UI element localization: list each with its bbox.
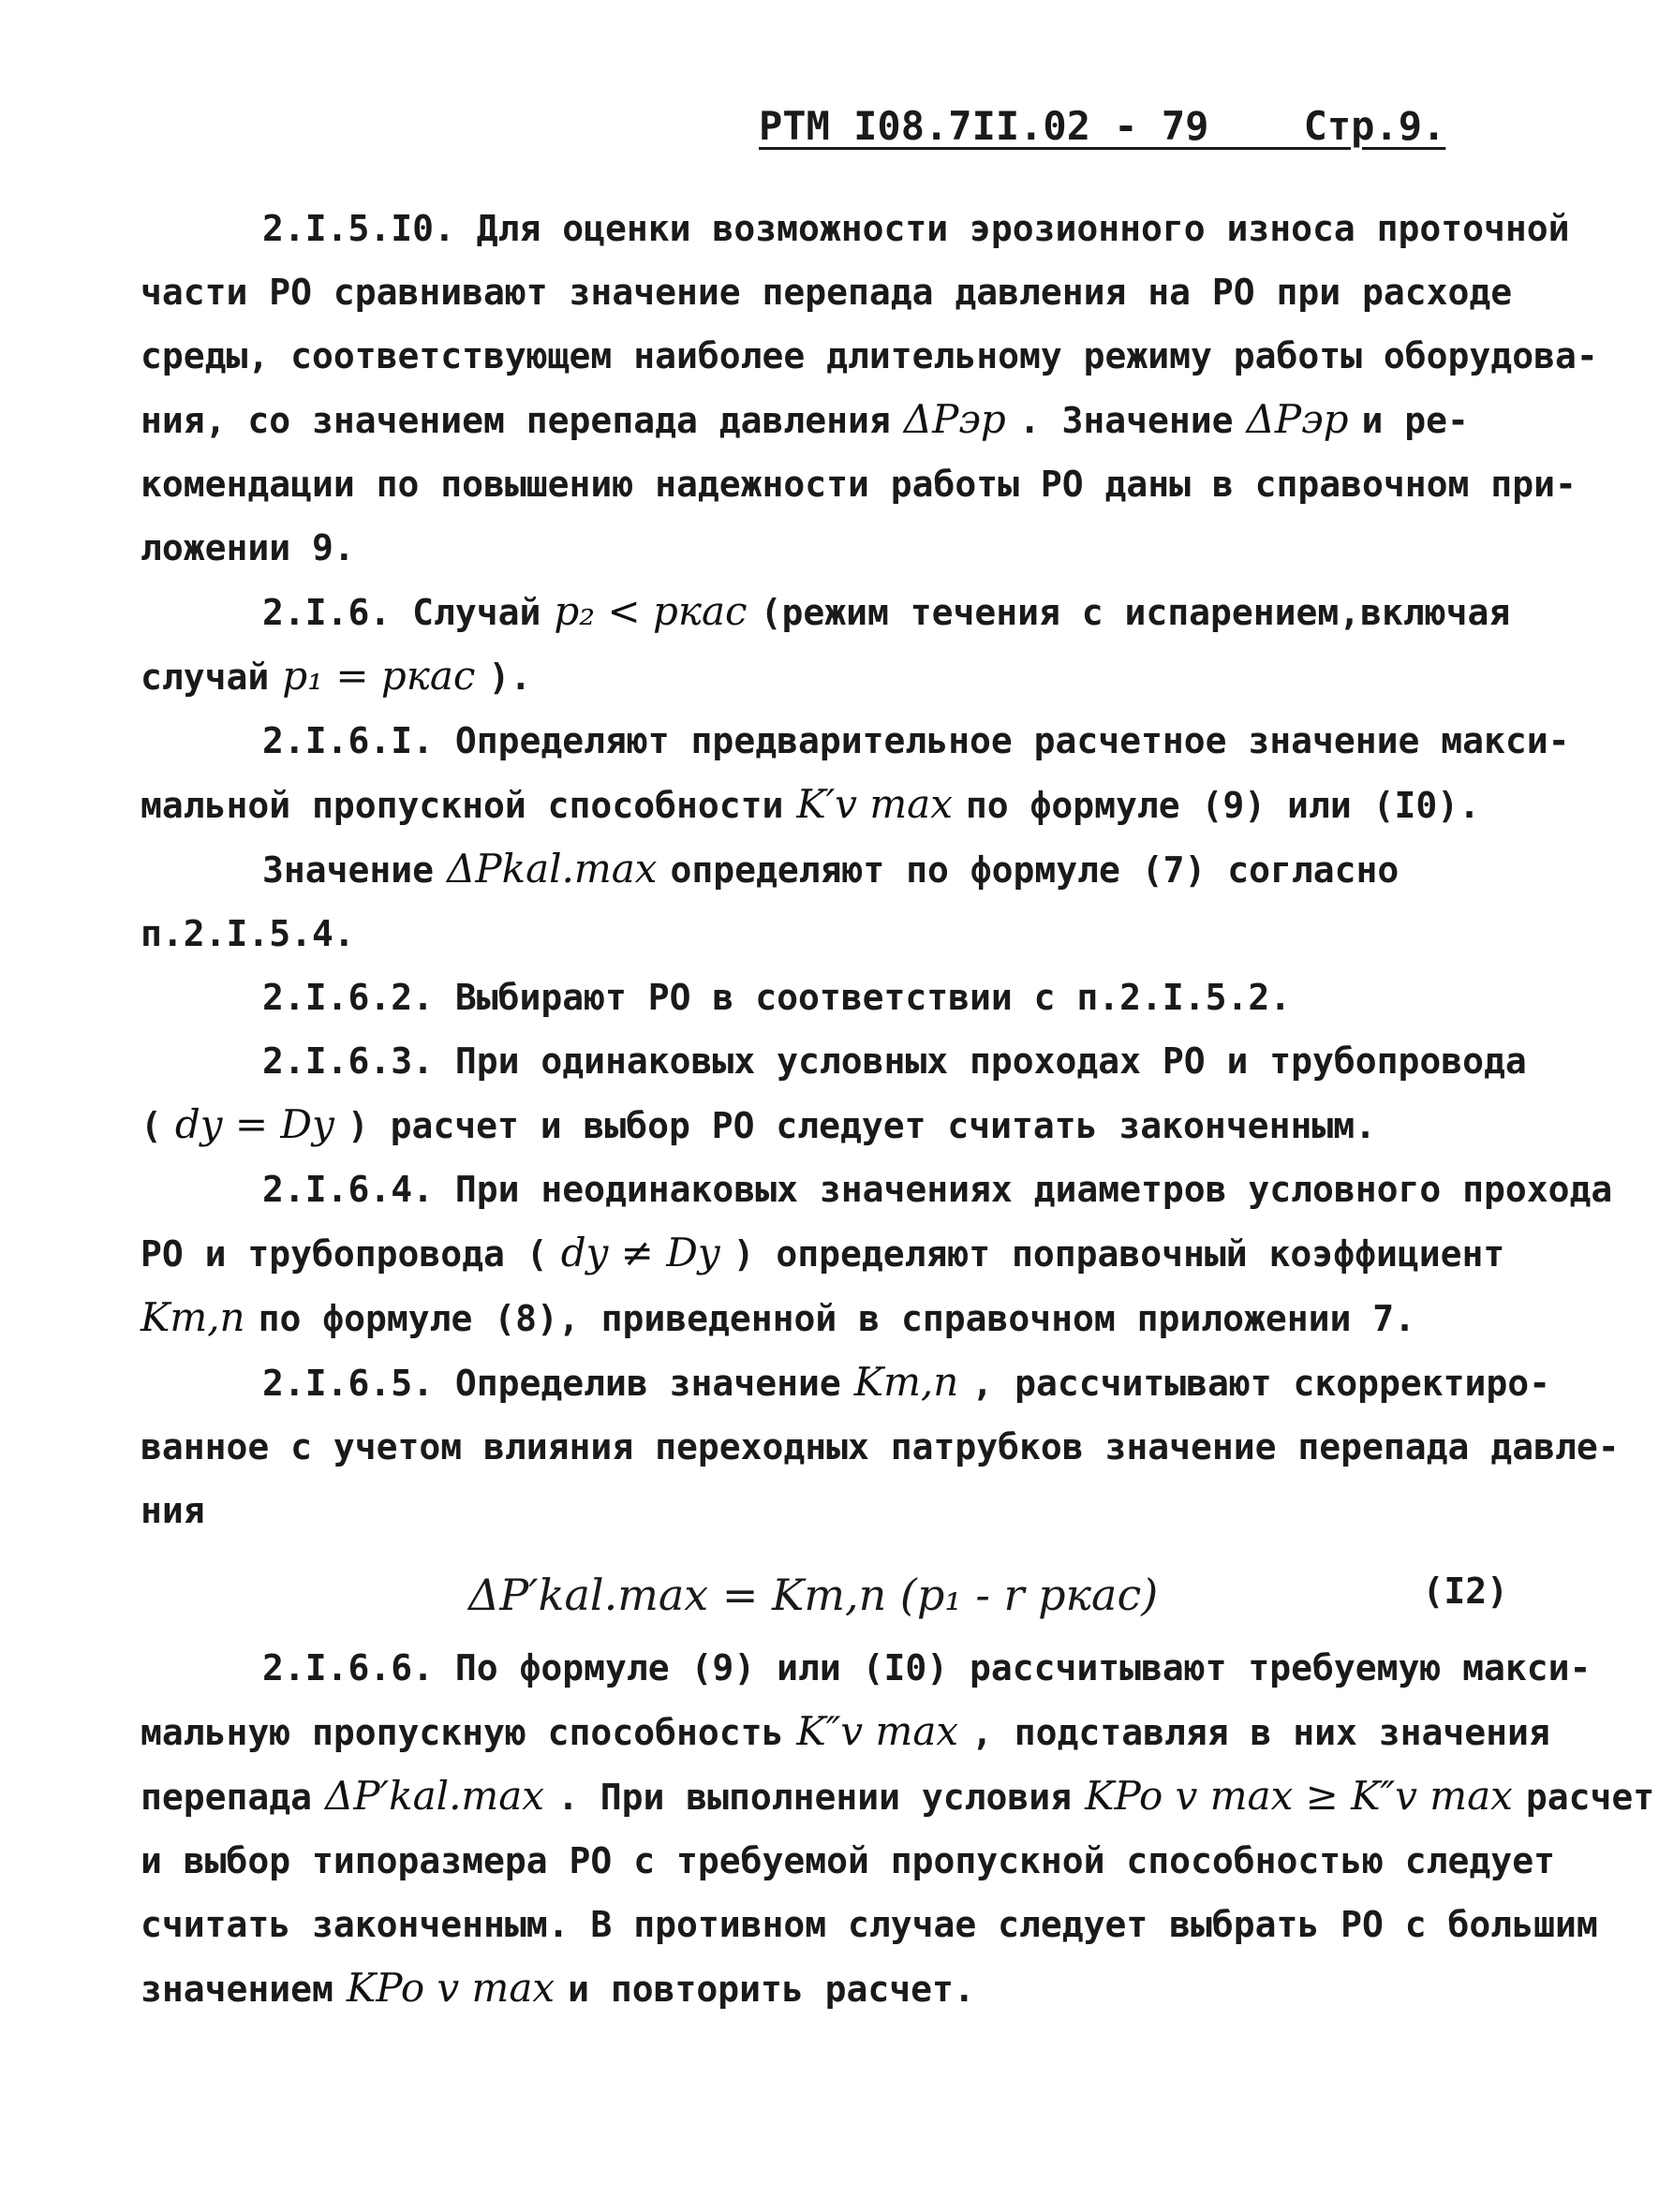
paragraph-value-note <box>141 837 1546 966</box>
text-fragment: значением <box>141 1969 333 2010</box>
text-line-with-formulas <box>141 1350 1551 1415</box>
paragraph-2-1-5-10 <box>141 197 1598 580</box>
text-line: среды, соответствующем наиболее длительному режиму работы оборудова- <box>141 335 1598 376</box>
text-fragment: ( <box>141 1105 162 1146</box>
handwritten-formula: K″v max <box>796 1708 959 1754</box>
text-fragment: 2.I.6.5. Определив значение <box>262 1363 841 1404</box>
text-fragment: Значение <box>262 849 435 891</box>
paragraph-2-1-6-3 <box>141 1029 1546 1158</box>
text-fragment: , рассчитывают скорректиро- <box>971 1363 1551 1404</box>
text-line-with-formulas <box>141 773 1546 837</box>
text-line: комендации по повышению надежности работы РО даны в справочном при- <box>141 464 1577 505</box>
text-line-with-formulas <box>141 1221 1546 1286</box>
equation-number: (I2) <box>1422 1571 1508 1612</box>
text-fragment: мальной пропускной способности <box>141 785 784 826</box>
text-fragment: ). <box>488 656 532 698</box>
text-fragment: . Значение <box>1018 400 1234 441</box>
text-fragment: ) расчет и выбор РО следует считать законченным. <box>347 1105 1376 1146</box>
handwritten-formula: K′v max <box>796 781 953 827</box>
text-line: 2.I.6.6. По формуле (9) или (I0) рассчитывают требуемую макси- <box>262 1647 1592 1688</box>
paragraph-2-1-6-6 <box>141 1636 1655 2021</box>
handwritten-formula: Km,n <box>141 1294 245 1340</box>
handwritten-formula: KPo v max ≥ K″v max <box>1085 1773 1513 1819</box>
handwritten-formula: KPo v max <box>346 1965 555 2011</box>
text-fragment: и повторить расчет. <box>568 1969 975 2010</box>
text-line: п.2.I.5.4. <box>141 913 355 954</box>
text-line: и выбор типоразмера РО с требуемой пропускной способностью следует <box>141 1840 1555 1881</box>
text-line: ния <box>141 1490 205 1531</box>
text-fragment: 2.I.6. Случай <box>262 592 541 633</box>
text-line: части РО сравнивают значение перепада давления на РО при расходе <box>141 272 1513 313</box>
text-line-with-formulas <box>141 580 1546 644</box>
text-line-with-formulas <box>141 1700 1550 1764</box>
paragraph-2-1-6-4 <box>141 1158 1613 1350</box>
text-line: ванное с учетом влияния переходных патрубков значение перепада давле- <box>141 1426 1620 1467</box>
text-line: считать законченным. В противном случае следует выбрать РО с большим <box>141 1904 1598 1945</box>
text-fragment: расчет <box>1525 1777 1655 1818</box>
handwritten-formula: p₁ = pкас <box>282 653 476 699</box>
text-fragment: ния, со значением перепада давления <box>141 400 891 441</box>
paragraph-2-1-6 <box>141 580 1546 709</box>
text-fragment: мальную пропускную способность <box>141 1712 784 1753</box>
text-line: 2.I.6.I. Определяют предварительное расчетное значение макси- <box>262 720 1570 761</box>
text-line-with-formulas <box>141 837 1546 902</box>
text-fragment: . При выполнении условия <box>556 1777 1073 1818</box>
handwritten-formula: p₂ < pкас <box>554 588 748 634</box>
text-fragment: по формуле (9) или (I0). <box>965 785 1480 826</box>
text-line: 2.I.5.I0. Для оценки возможности эрозионного износа проточной <box>262 208 1570 249</box>
text-fragment: ) определяют поправочный коэффициент <box>733 1233 1505 1275</box>
text-line: 2.I.6.2. Выбирают РО в соответствии с п.2.I.5.2. <box>262 977 1292 1018</box>
text-line-with-formulas <box>141 1093 1546 1158</box>
text-line-with-formulas <box>141 1956 1546 2021</box>
paragraph-2-1-6-5 <box>141 1350 1620 1542</box>
equation-12 <box>141 1552 1546 1636</box>
document-body <box>141 197 1655 2021</box>
paragraph-2-1-6-2 <box>141 966 1546 1029</box>
handwritten-formula: ΔPkal.max <box>447 846 658 892</box>
text-fragment: по формуле (8), приведенной в справочном приложении 7. <box>258 1298 1416 1339</box>
text-fragment: перепада <box>141 1777 313 1818</box>
text-line: 2.I.6.4. При неодинаковых значениях диаметров условного прохода <box>262 1169 1613 1210</box>
text-line-with-formulas <box>141 1764 1655 1829</box>
text-fragment: (режим течения с испарением,включая <box>760 592 1511 633</box>
text-fragment: , подставляя в них значения <box>971 1712 1550 1753</box>
handwritten-formula: dy = Dy <box>174 1101 334 1147</box>
text-line-with-formulas <box>141 1286 1546 1350</box>
equation-expression: ΔP′kal.max = Km,n (p₁ - r pкас) <box>468 1570 1159 1620</box>
text-fragment: определяют по формуле (7) согласно <box>670 849 1400 891</box>
handwritten-formula: ΔP′kal.max <box>325 1773 544 1819</box>
handwritten-formula: ΔPэр <box>903 396 1006 442</box>
handwritten-formula: dy ≠ Dy <box>560 1230 720 1276</box>
handwritten-formula: Km,n <box>853 1359 959 1405</box>
paragraph-2-1-6-1 <box>141 709 1570 837</box>
text-line: ложении 9. <box>141 527 355 568</box>
text-fragment: РО и трубопровода ( <box>141 1233 548 1275</box>
text-line-with-formulas <box>141 644 1546 709</box>
text-line-with-formulas <box>141 388 1546 452</box>
document-header: РТМ I08.7II.02 - 79 Стр.9. <box>759 103 1446 149</box>
text-line: 2.I.6.3. При одинаковых условных проходах РО и трубопровода <box>262 1040 1527 1082</box>
handwritten-formula: ΔPэр <box>1246 396 1349 442</box>
text-fragment: случай <box>141 656 270 698</box>
text-fragment: и ре- <box>1361 400 1469 441</box>
